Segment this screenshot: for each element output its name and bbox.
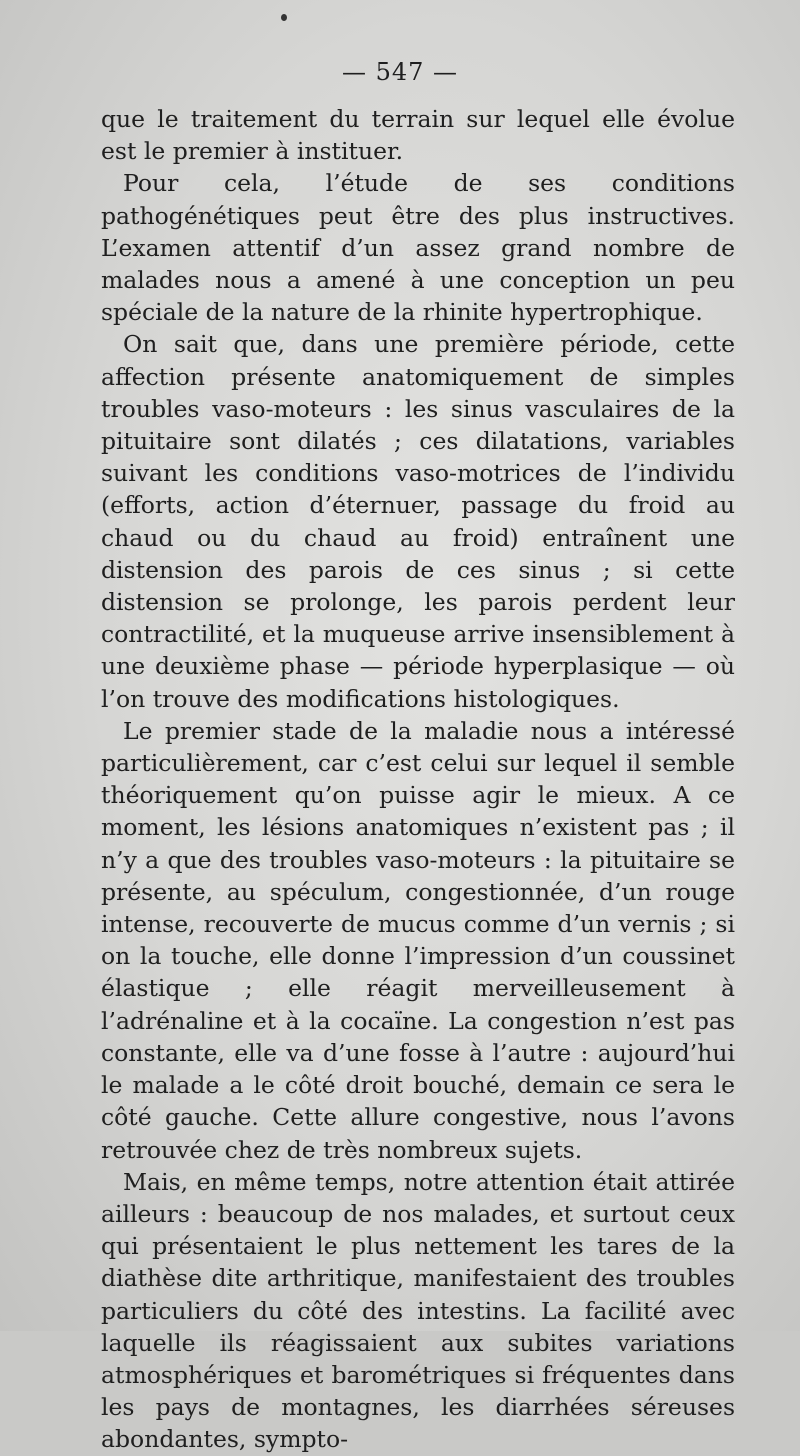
paragraph: Le premier stade de la maladie nous a intéressé particulièrement, car c’est celui sur lequel il semble théoriquement qu’on puisse agir le mieux. A ce moment, les lésions anatomiques n’existent pas ; il n’y a que des troubles vaso-moteurs : la pituitaire se présente, au spéculum, congestionnée, d’un rouge intense, recouverte de mucus comme d’un vernis ; si on la touche, elle donne l’impression d’un coussinet élastique ; elle réagit merveilleusement à l’adrénaline et à la cocaïne. La congestion n’est pas constante, elle va d’une fosse à l’autre : aujourd’hui le malade a le côté droit bouché, demain ce sera le côté gauche. Cette allure congestive, nous l’avons retrouvée chez de très nombreux sujets. (101, 716, 735, 1164)
paragraph-continuation: que le traitement du terrain sur lequel elle évolue est le premier à instituer. (101, 105, 735, 166)
page-number: — 547 — (341, 58, 459, 86)
ink-speck (281, 14, 287, 21)
paragraph: Mais, en même temps, notre attention était attirée ailleurs : beaucoup de nos malades, et surtout ceux qui présentaient le plus nettement les tares de la diathèse dite arthritique, manifestaient des troubles particuliers du côté des intestins. La facilité avec laquelle ils réagissaient aux subites variations atmosphériques et barométriques si fréquentes dans les pays de montagnes, les diarrhées séreuses abondantes, sympto- (101, 1167, 735, 1454)
paragraph: Pour cela, l’étude de ses conditions pathogénétiques peut être des plus instructives. L’examen attentif d’un assez grand nombre de malades nous a amené à une conception un peu spéciale de la nature de la rhinite hypertrophique. (101, 169, 735, 327)
body-text (101, 103, 735, 1456)
paragraph: On sait que, dans une première période, cette affection présente anatomiquement de simples troubles vaso-moteurs : les sinus vasculaires de la pituitaire sont dilatés ; ces dilatations, variables suivant les conditions vaso-motrices de l’individu (efforts, action d’éternuer, passage du froid au chaud ou du chaud au froid) entraînent une distension des parois de ces sinus ; si cette distension se prolonge, les parois perdent leur contractilité, et la muqueuse arrive insensiblement à une deuxième phase — période hyperplasique — où l’on trouve des modifications histologiques. (101, 330, 735, 713)
